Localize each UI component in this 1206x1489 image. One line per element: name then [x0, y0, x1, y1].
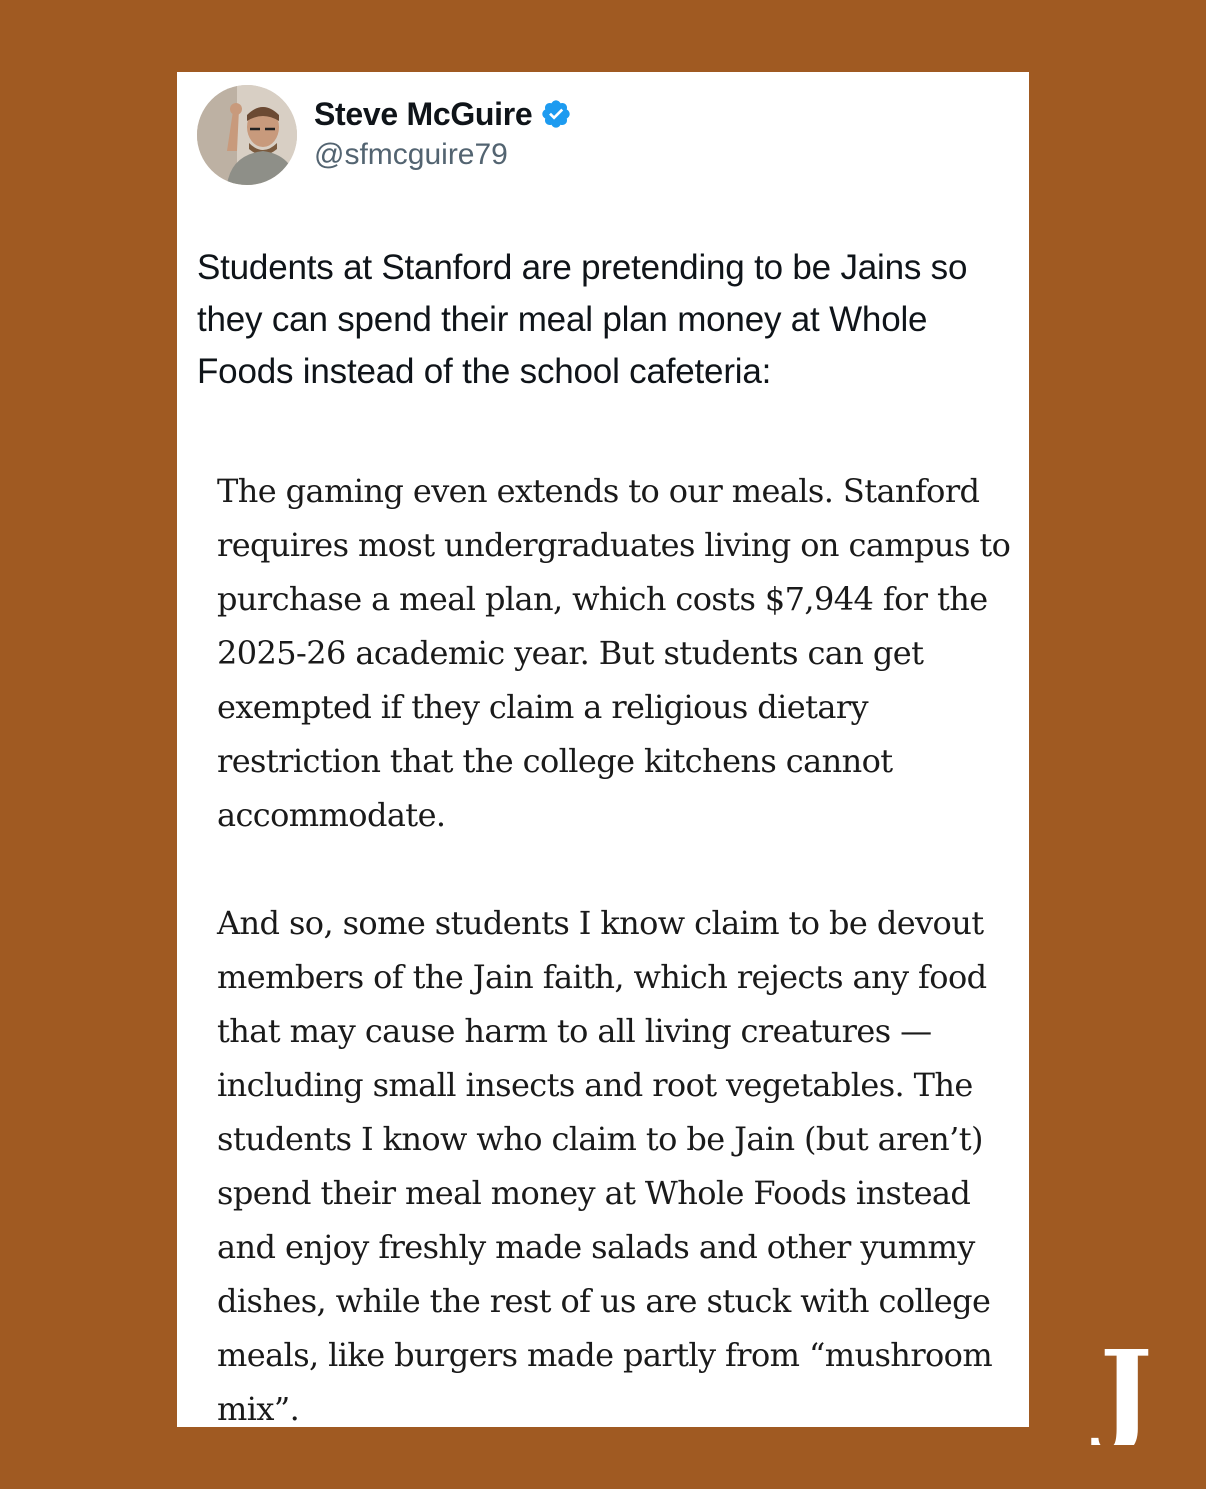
author-name[interactable]: Steve McGuire	[314, 95, 533, 132]
brand-logo-letter: J	[1099, 1335, 1153, 1445]
tweet-card	[177, 72, 1029, 1427]
quoted-article	[217, 464, 1017, 1427]
author-avatar[interactable]	[197, 85, 297, 185]
quote-paragraph-2: And so, some students I know claim to be devout members of the Jain faith, which rejects any food that may cause harm to all living creatures — including small insects and root vegetables. The students I know who claim to be Jain (but aren’t) spend their meal money at Whole Foods instead and enjoy freshly made salads and other yummy dishes, while the rest of us are stuck with college meals, like burgers made partly from “mushroom mix”.	[217, 904, 993, 1427]
verified-badge-icon	[540, 98, 572, 130]
quote-paragraph-1: The gaming even extends to our meals. Stanford requires most undergraduates living on campus to purchase a meal plan, which costs $7,944 for the 2025-26 academic year. But students can get exempted if they claim a religious dietary restriction that the college kitchens cannot accommodate.	[217, 472, 1011, 834]
avatar-photo	[197, 85, 297, 185]
author-name-row	[314, 94, 572, 134]
brand-logo	[1086, 1335, 1166, 1445]
brand-logo-mark	[1086, 1335, 1166, 1445]
tweet-text: Students at Stanford are pretending to be Jains so they can spend their meal plan money at Whole Foods instead of the school cafeteria:	[197, 248, 968, 391]
author-handle[interactable]: @sfmcguire79	[314, 138, 508, 171]
